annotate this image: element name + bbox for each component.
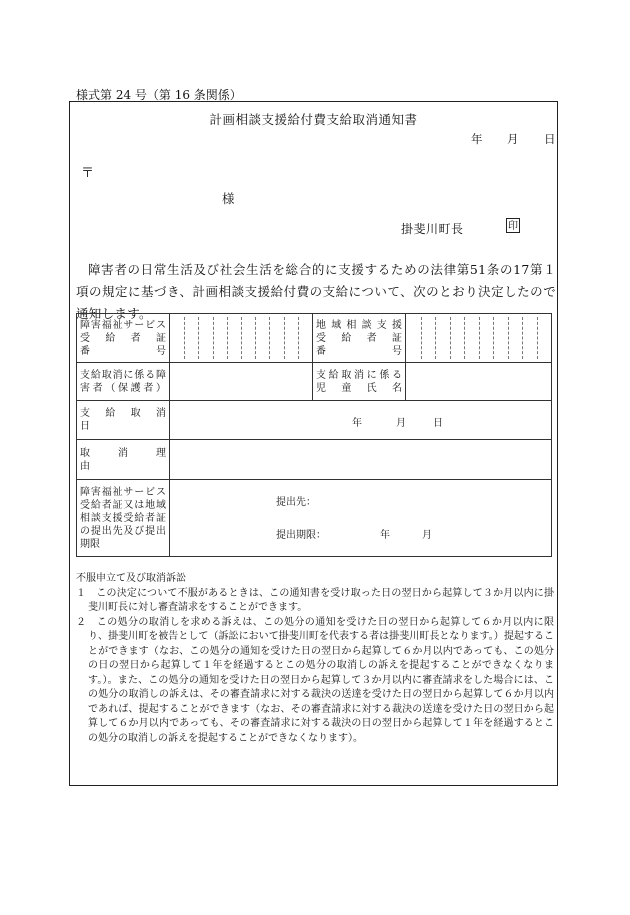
digit-divider: [508, 317, 509, 359]
cancel-person-label: 支給取消に係る障 害者（保護者）: [77, 363, 170, 401]
table-row: [77, 314, 552, 363]
cancel-date-year: 年: [352, 418, 362, 429]
submit-label: 障害福祉サービス 受給者証又は地域 相談支援受給者証 の提出先及び提出 期限: [77, 480, 170, 557]
digit-divider: [479, 317, 480, 359]
note-item-1: １ この決定について不服があるときは、この通知書を受け取った日の翌日から起算して３か月以内に掛斐川町長に対し審査請求をすることができます。: [76, 587, 554, 613]
deadline-label: 提出期限：: [276, 530, 326, 541]
digit-divider: [184, 317, 185, 359]
document-title: 計画相談支援給付費支給取消通知書: [209, 112, 418, 127]
digit-divider: [213, 317, 214, 359]
cancel-date-label: 支 給 取 消 日: [77, 401, 170, 440]
info-table: [76, 313, 552, 557]
community-cert-number-field[interactable]: [406, 314, 552, 363]
recipient-cert-number-field[interactable]: [170, 314, 313, 363]
date-month: 月: [507, 132, 519, 146]
notes-heading: 不服申立て及び取消訴訟: [76, 573, 186, 584]
cancel-child-label: 支給取消に係る 児 童 氏 名: [313, 363, 406, 401]
digit-divider: [450, 317, 451, 359]
cancel-date-day: 日: [433, 418, 443, 429]
digit-divider: [537, 317, 538, 359]
submit-to-label: 提出先：: [276, 497, 316, 508]
digit-divider: [493, 317, 494, 359]
recipient-honorific: 様: [222, 191, 235, 206]
table-row: [77, 480, 552, 557]
note-item-2: ２ この処分の取消しを求める訴えは、この処分の通知を受けた日の翌日から起算して６か月以内に限り、掛斐川町を被告として（訴訟において掛斐川町を代表する者は掛斐川町長となります。）提起することができます（なお、この処分の通知を受けた日の翌日から起算して６か月以内であっても、この処分の日の翌日から起算して１年を経過するとこの処分の取消しの訴えを提起することができなくなります。）。また、この処分の通知を受けた日の翌日から起算して３か月以内に審査請求をした場合には、この処分の取消しの訴えは、その審査請求に対する裁決の送達を受けた日の翌日から起算して６か月以内であれば、提起することができます（なお、その審査請求に対する裁決の送達を受けた日の翌日から起算して６か月以内であっても、その審査請求に対する裁決の日の翌日から起算して１年を経過するとこの処分の取消しの訴えを提起することができなくなります）。: [76, 616, 554, 744]
cancel-child-field[interactable]: [406, 363, 552, 401]
digit-divider: [241, 317, 242, 359]
postal-mark: 〒: [81, 166, 95, 181]
deadline-year: 年: [380, 530, 390, 541]
cancel-date-month: 月: [396, 418, 406, 429]
table-row: [77, 440, 552, 480]
digit-divider: [198, 317, 199, 359]
digit-divider: [522, 317, 523, 359]
digit-divider: [435, 317, 436, 359]
form-number-label: 様式第 24 号（第 16 条関係）: [76, 88, 242, 102]
table-row: [77, 363, 552, 401]
table-row: [77, 401, 552, 440]
digit-divider: [298, 317, 299, 359]
digit-divider: [284, 317, 285, 359]
reason-field[interactable]: [170, 440, 552, 480]
notice-body: 障害者の日常生活及び社会生活を総合的に支援するための法律第51条の17第１項の規定に基づき、計画相談支援給付費の支給について、次のとおり決定したので通知します。: [76, 262, 556, 321]
digit-divider: [421, 317, 422, 359]
digit-divider: [269, 317, 270, 359]
date-day: 日: [544, 132, 556, 146]
digit-divider: [464, 317, 465, 359]
digit-divider: [255, 317, 256, 359]
issuer-mayor: 掛斐川町長: [401, 222, 464, 236]
cancel-person-field[interactable]: [170, 363, 313, 401]
appeal-notes: [76, 572, 554, 746]
digit-divider: [227, 317, 228, 359]
submit-field[interactable]: [170, 480, 552, 557]
date-year: 年: [471, 132, 483, 146]
deadline-month: 月: [422, 530, 432, 541]
reason-label: 取 消 理 由: [77, 440, 170, 480]
recipient-cert-label: 障害福祉サービス 受 給 者 証 番 号: [77, 314, 170, 363]
community-cert-label: 地 域 相 談 支 援 受 給 者 証 番 号: [313, 314, 406, 363]
seal-mark: 印: [506, 218, 520, 233]
cancel-date-field[interactable]: [170, 401, 552, 440]
